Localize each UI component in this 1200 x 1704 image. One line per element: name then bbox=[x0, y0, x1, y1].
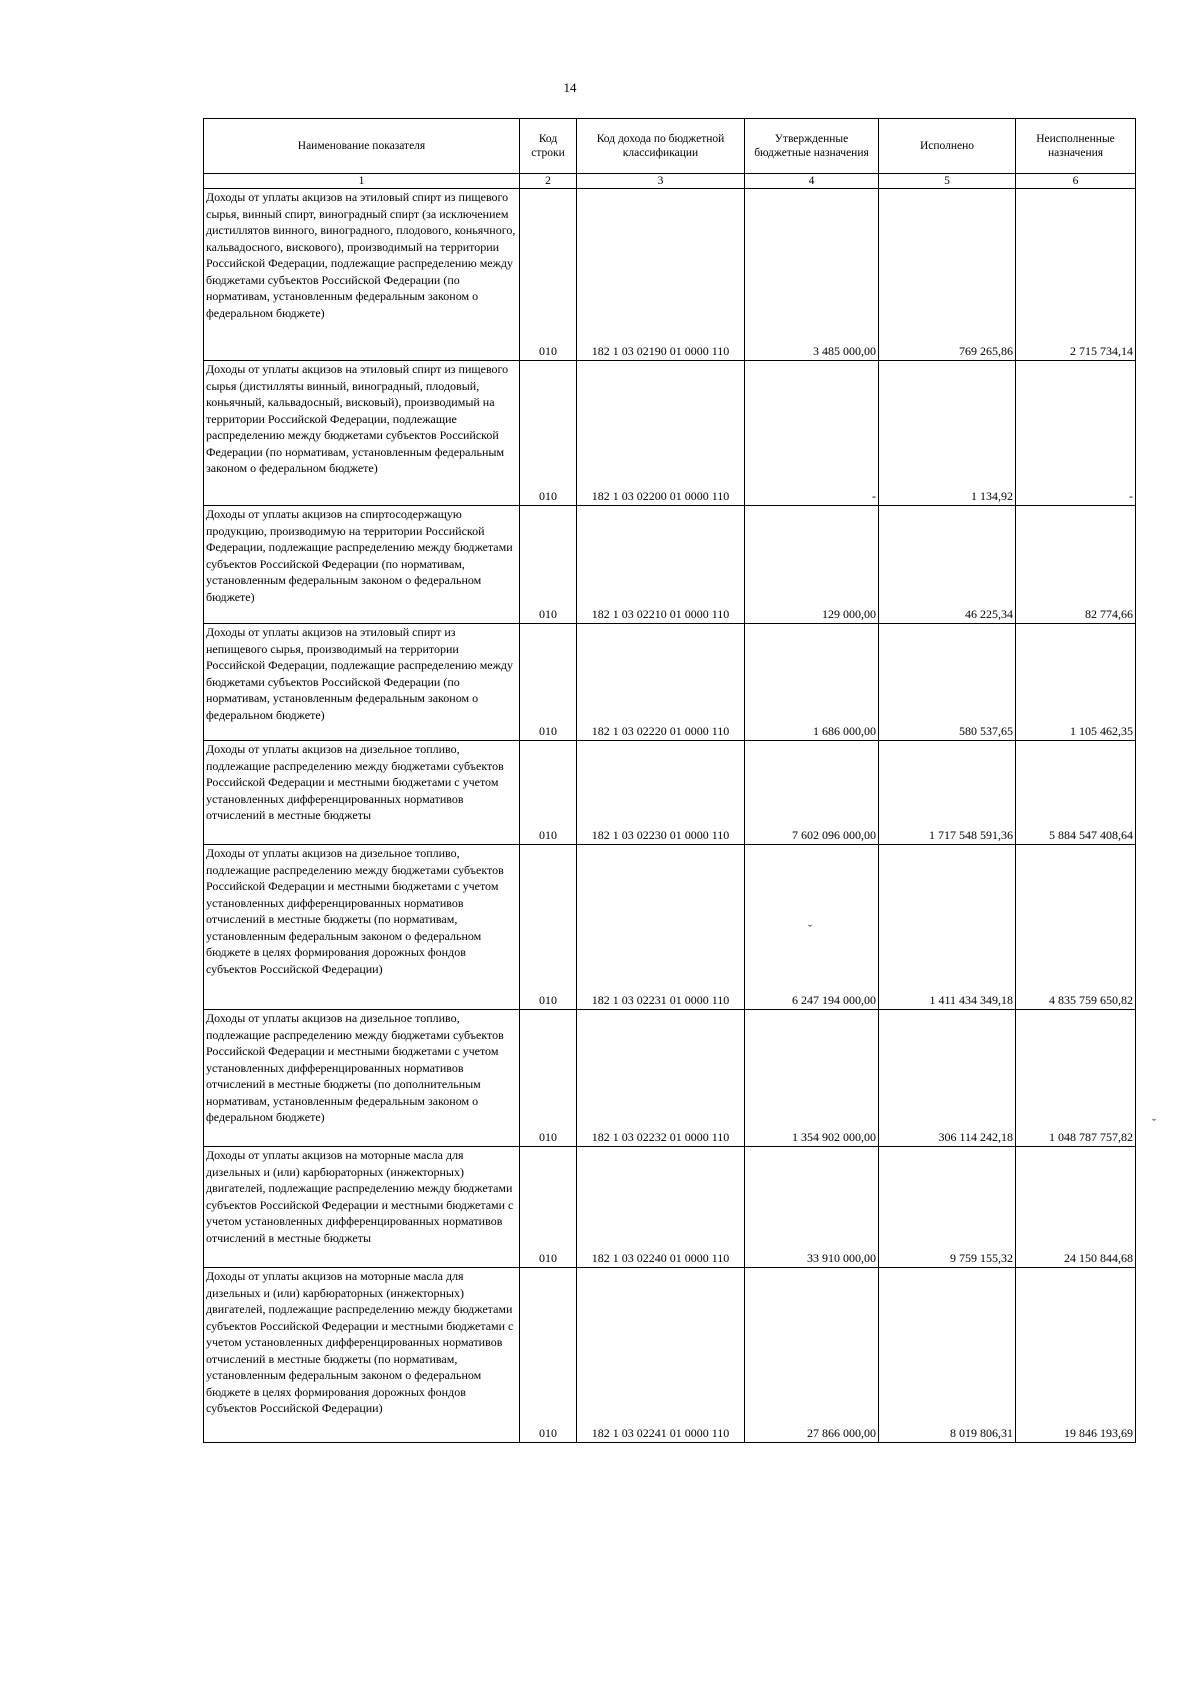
table-row bbox=[204, 741, 1136, 845]
line-code: 010 bbox=[539, 1251, 557, 1265]
revenue-code: 182 1 03 02240 01 0000 110 bbox=[591, 1251, 730, 1265]
line-code: 010 bbox=[539, 1426, 557, 1440]
table-row bbox=[204, 189, 1136, 361]
revenue-code: 182 1 03 02231 01 0000 110 bbox=[591, 993, 730, 1007]
page-number: 14 bbox=[563, 80, 577, 95]
approved-amount: - bbox=[872, 489, 876, 503]
indicator-name: Доходы от уплаты акцизов на моторные масла для дизельных и (или) карбюраторных (инжекторных) двигателей, подлежащие распределению между бюджетами субъектов Российской Федерации и местными бюджетами с учетом установленных дифференцированных нормативов отчислений в местные бюджеты bbox=[204, 1147, 520, 1268]
approved-amount: 1 354 902 000,00 bbox=[792, 1130, 876, 1144]
executed-amount: 769 265,86 bbox=[959, 344, 1013, 358]
header-executed: Исполнено bbox=[879, 119, 1016, 174]
revenue-code: 182 1 03 02190 01 0000 110 bbox=[591, 344, 730, 358]
unexecuted-amount: 5 884 547 408,64 bbox=[1049, 828, 1133, 842]
revenue-code: 182 1 03 02241 01 0000 110 bbox=[591, 1426, 730, 1440]
revenue-code: 182 1 03 02220 01 0000 110 bbox=[591, 724, 730, 738]
revenue-code: 182 1 03 02210 01 0000 110 bbox=[591, 607, 730, 621]
column-number: 3 bbox=[577, 174, 745, 189]
unexecuted-amount: 2 715 734,14 bbox=[1070, 344, 1133, 358]
unexecuted-amount: 19 846 193,69 bbox=[1064, 1426, 1133, 1440]
approved-amount: 1 686 000,00 bbox=[813, 724, 876, 738]
header-line-code: Код строки bbox=[520, 119, 577, 174]
budget-revenue-table bbox=[203, 118, 1136, 1443]
executed-amount: 580 537,65 bbox=[959, 724, 1013, 738]
unexecuted-amount: 1 048 787 757,82 bbox=[1049, 1130, 1133, 1144]
executed-amount: 1 411 434 349,18 bbox=[929, 993, 1013, 1007]
header-approved: Утвержденные бюджетные назначения bbox=[745, 119, 879, 174]
indicator-name: Доходы от уплаты акцизов на моторные масла для дизельных и (или) карбюраторных (инжекторных) двигателей, подлежащие распределению между бюджетами субъектов Российской Федерации и местными бюджетами с учетом установленных дифференцированных нормативов отчислений в местные бюджеты (по нормативам, установленным федеральным законом о федеральном бюджете в целях формирования дорожных фондов субъектов Российской Федерации) bbox=[204, 1268, 520, 1443]
table-row bbox=[204, 361, 1136, 506]
executed-amount: 8 019 806,31 bbox=[950, 1426, 1013, 1440]
revenue-code: 182 1 03 02200 01 0000 110 bbox=[591, 489, 730, 503]
indicator-name: Доходы от уплаты акцизов на этиловый спирт из непищевого сырья, производимый на территории Российской Федерации, подлежащие распределению между бюджетами субъектов Российской Федерации (по нормативам, установленным федеральным законом о федеральном бюджете) bbox=[204, 624, 520, 741]
approved-amount: 129 000,00 bbox=[822, 607, 876, 621]
column-number: 1 bbox=[204, 174, 520, 189]
indicator-name: Доходы от уплаты акцизов на этиловый спирт из пищевого сырья, винный спирт, виноградный спирт (за исключением дистиллятов винного, виноградного, плодового, коньячного, кальвадосного, вискового), производимый на территории Российской Федерации, подлежащие распределению между бюджетами субъектов Российской Федерации (по нормативам, установленным федеральным законом о федеральном бюджете) bbox=[204, 189, 520, 361]
approved-amount: 3 485 000,00 bbox=[813, 344, 876, 358]
indicator-name: Доходы от уплаты акцизов на дизельное топливо, подлежащие распределению между бюджетами субъектов Российской Федерации и местными бюджетами с учетом установленных дифференцированных нормативов отчислений в местные бюджеты bbox=[204, 741, 520, 845]
unexecuted-amount: 4 835 759 650,82 bbox=[1049, 993, 1133, 1007]
indicator-name: Доходы от уплаты акцизов на спиртосодержащую продукцию, производимую на территории Российской Федерации, подлежащие распределению между бюджетами субъектов Российской Федерации (по нормативам, установленным федеральным законом о федеральном бюджете) bbox=[204, 506, 520, 624]
executed-amount: 1 717 548 591,36 bbox=[929, 828, 1013, 842]
indicator-name: Доходы от уплаты акцизов на этиловый спирт из пищевого сырья (дистилляты винный, виноградный, плодовый, коньячный, кальвадосный, висковый), производимый на территории Российской Федерации, подлежащие распределению между бюджетами субъектов Российской Федерации (по нормативам, установленным федеральным законом о федеральном бюджете) bbox=[204, 361, 520, 506]
indicator-name: Доходы от уплаты акцизов на дизельное топливо, подлежащие распределению между бюджетами субъектов Российской Федерации и местными бюджетами с учетом установленных дифференцированных нормативов отчислений в местные бюджеты (по дополнительным нормативам, установленным федеральным законом о федеральном бюджете) bbox=[204, 1010, 520, 1147]
column-number: 4 bbox=[745, 174, 879, 189]
column-number: 5 bbox=[879, 174, 1016, 189]
executed-amount: 306 114 242,18 bbox=[938, 1130, 1013, 1144]
line-code: 010 bbox=[539, 1130, 557, 1144]
stray-pen-mark: ˇ bbox=[808, 922, 812, 936]
approved-amount: 33 910 000,00 bbox=[807, 1251, 876, 1265]
line-code: 010 bbox=[539, 993, 557, 1007]
approved-amount: 27 866 000,00 bbox=[807, 1426, 876, 1440]
unexecuted-amount: 24 150 844,68 bbox=[1064, 1251, 1133, 1265]
table-row bbox=[204, 1268, 1136, 1443]
table-row bbox=[204, 845, 1136, 1010]
approved-amount: 6 247 194 000,00 bbox=[792, 993, 876, 1007]
table-row bbox=[204, 506, 1136, 624]
column-number-row bbox=[204, 174, 1136, 189]
header-unexecuted: Неисполненные назначения bbox=[1016, 119, 1136, 174]
executed-amount: 9 759 155,32 bbox=[950, 1251, 1013, 1265]
table-row bbox=[204, 624, 1136, 741]
column-number: 6 bbox=[1016, 174, 1136, 189]
executed-amount: 46 225,34 bbox=[965, 607, 1013, 621]
line-code: 010 bbox=[539, 724, 557, 738]
unexecuted-amount: 1 105 462,35 bbox=[1070, 724, 1133, 738]
column-number: 2 bbox=[520, 174, 577, 189]
executed-amount: 1 134,92 bbox=[971, 489, 1013, 503]
line-code: 010 bbox=[539, 607, 557, 621]
line-code: 010 bbox=[539, 489, 557, 503]
line-code: 010 bbox=[539, 344, 557, 358]
table-row bbox=[204, 1147, 1136, 1268]
table-row bbox=[204, 1010, 1136, 1147]
line-code: 010 bbox=[539, 828, 557, 842]
revenue-code: 182 1 03 02232 01 0000 110 bbox=[591, 1130, 730, 1144]
header-revenue-code: Код дохода по бюджетной классификации bbox=[577, 119, 745, 174]
header-indicator-name: Наименование показателя bbox=[204, 119, 520, 174]
revenue-code: 182 1 03 02230 01 0000 110 bbox=[591, 828, 730, 842]
unexecuted-amount: - bbox=[1129, 489, 1133, 503]
approved-amount: 7 602 096 000,00 bbox=[792, 828, 876, 842]
table-header-row bbox=[204, 119, 1136, 174]
stray-pen-mark: ˇ bbox=[1152, 1116, 1156, 1130]
indicator-name: Доходы от уплаты акцизов на дизельное топливо, подлежащие распределению между бюджетами субъектов Российской Федерации и местными бюджетами с учетом установленных дифференцированных нормативов отчислений в местные бюджеты (по нормативам, установленным федеральным законом о федеральном бюджете в целях формирования дорожных фондов субъектов Российской Федерации) bbox=[204, 845, 520, 1010]
unexecuted-amount: 82 774,66 bbox=[1085, 607, 1133, 621]
